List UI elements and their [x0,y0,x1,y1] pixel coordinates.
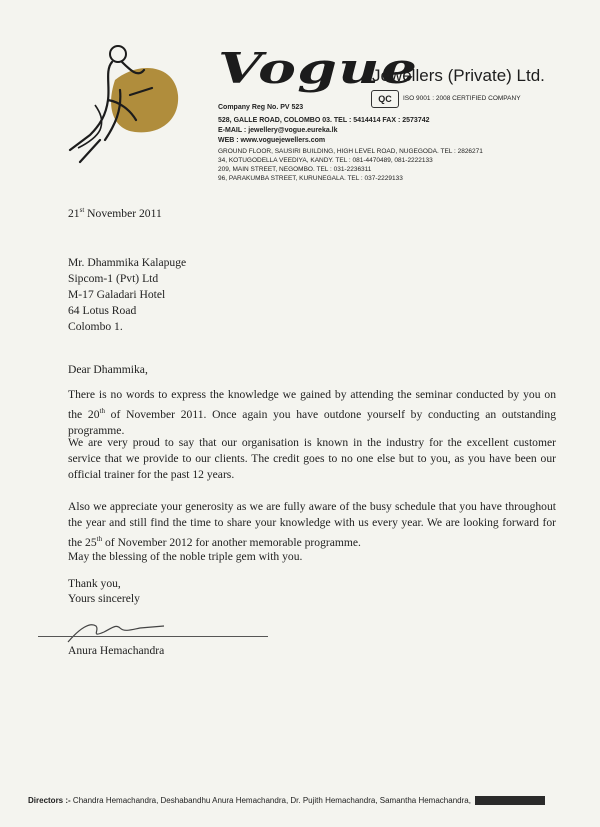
directors-names: Chandra Hemachandra, Deshabandhu Anura Hemachandra, Dr. Pujith Hemachandra, Samantha Hemachandra, [70,796,471,805]
branch-address: 209, MAIN STREET, NEGOMBO. TEL : 031-2236311 [218,166,372,173]
company-website: WEB : www.voguejewellers.com [218,137,326,144]
recipient-line: Mr. Dhammika Kalapuge [68,256,187,269]
letter-date: 21st November 2011 [68,206,162,220]
recipient-line: Sipcom-1 (Pvt) Ltd [68,272,159,285]
paragraph-1: There is no words to express the knowledge we gained by attending the seminar conducted by you on the 20th of November 2011. Once again you have outdone yourself by conducting an outstanding programme. [68,388,557,437]
iso-certification-text: ISO 9001 : 2008 CERTIFIED COMPANY [403,95,521,102]
redacted-name [475,796,545,805]
branch-address: 96, PARAKUMBA STREET, KURUNEGALA. TEL : 037-2229133 [218,175,403,182]
closing-sincerely: Yours sincerely [68,592,140,605]
recipient-address [68,255,186,335]
company-email: E-MAIL : jewellery@vogue.eureka.lk [218,127,338,134]
directors-label: Directors :- [28,796,71,805]
branch-address: GROUND FLOOR, SAUSIRI BUILDING, HIGH LEVEL ROAD, NUGEGODA. TEL : 2826271 [218,148,483,155]
iso-certification-icon: QC [371,90,399,108]
paragraph-2: We are very proud to say that our organisation is known in the industry for the excellent customer service that we provide to our clients. The credit goes to no one else but to you, as you have been our official trainer for the past 12 years. [68,436,556,481]
brand-wordmark: Vogue [218,44,419,93]
signature-line [38,636,268,637]
salutation: Dear Dhammika, [68,363,148,376]
paragraph-3: Also we appreciate your generosity as we are fully aware of the busy schedule that you have throughout the year and still find the time to share your knowledge with us every year. We are looking forward for the 25th of November 2012 for another memorable programme. [68,500,556,549]
company-name: Jewellers (Private) Ltd. [372,66,545,85]
company-reg-no: Company Reg No. PV 523 [218,104,304,111]
signatory-name: Anura Hemachandra [68,644,165,657]
head-office-address: 528, GALLE ROAD, COLOMBO 03. TEL : 5414414 FAX : 2573742 [218,117,430,124]
branch-address: 34, KOTUGODELLA VEEDIYA, KANDY. TEL : 081-4470489, 081-2222133 [218,157,433,164]
directors-footer [28,796,545,805]
recipient-line: 64 Lotus Road [68,304,137,317]
paragraph-4: May the blessing of the noble triple gem with you. [68,550,303,563]
closing-thanks: Thank you, [68,577,121,590]
dancer-logo-icon [60,40,185,165]
recipient-line: Colombo 1. [68,320,123,333]
recipient-line: M-17 Galadari Hotel [68,288,166,301]
